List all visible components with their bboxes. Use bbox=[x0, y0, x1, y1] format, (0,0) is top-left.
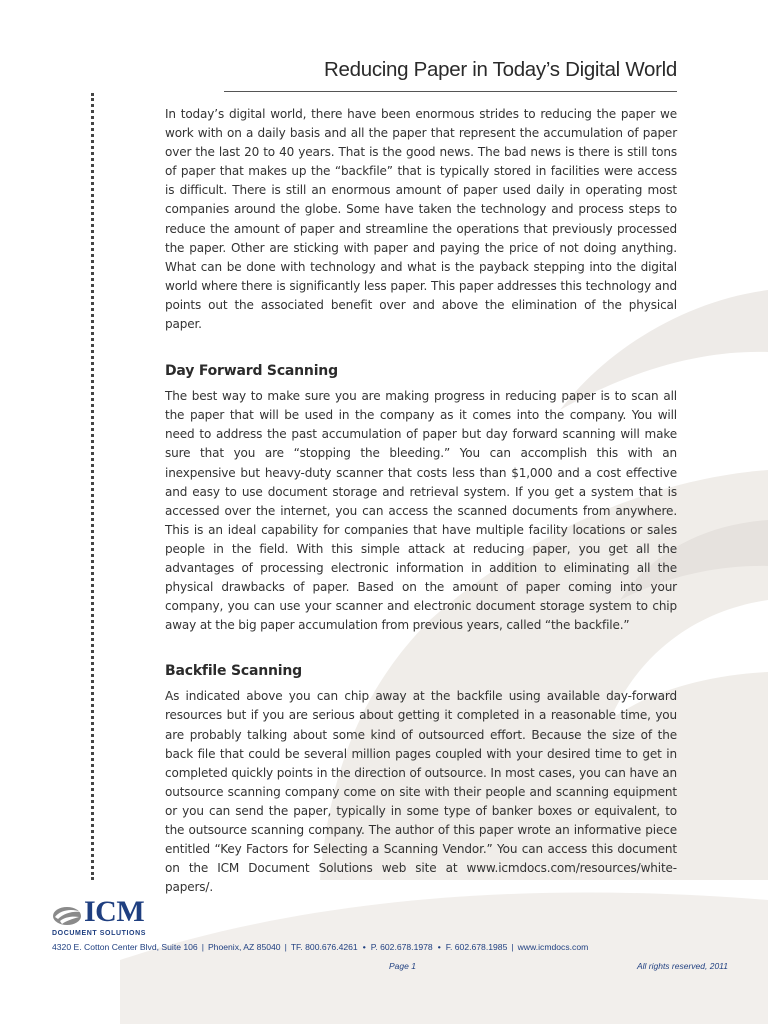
footer-fax: F. 602.678.1985 bbox=[445, 942, 508, 952]
icm-logo bbox=[52, 895, 162, 941]
footer-tollfree: TF. 800.676.4261 bbox=[290, 942, 358, 952]
copyright-notice: All rights reserved, 2011 bbox=[636, 961, 728, 971]
footer-website-link[interactable]: www.icmdocs.com bbox=[517, 942, 589, 952]
section-paragraph-backfile: As indicated above you can chip away at the backfile using available day-forward resources but if you are serious about getting it completed in a reasonable time, you are probably talking about some kind of outsourced effort. Because the size of the back file that could be several million pages coupled with your desired time to get in completed quickly points in the direction of outsource. In most cases, you can have an outsource scanning company come on site with their people and scanning equipment or you can send the paper, typically in some type of banker boxes or equivalent, to the outsource scanning company. The author of this paper wrote an informative piece entitled “Key Factors for Selecting a Scanning Vendor.” You can access this document on the ICM Document Solutions web site at www.icmdocs.com/resources/white-papers/. bbox=[165, 689, 677, 895]
article-body bbox=[165, 105, 677, 897]
section-heading-day-forward: Day Forward Scanning bbox=[165, 363, 338, 380]
section-heading-backfile: Backfile Scanning bbox=[165, 663, 302, 680]
page-number: Page 1 bbox=[389, 961, 416, 971]
footer-phone: P. 602.678.1978 bbox=[370, 942, 433, 952]
logo-subtitle: DOCUMENT SOLUTIONS bbox=[52, 930, 147, 937]
footer-city: Phoenix, AZ 85040 bbox=[207, 942, 281, 952]
section-paragraph-day-forward: The best way to make sure you are making progress in reducing paper is to scan all the paper that will be used in the company as it comes into the company. You will need to address the past accumulation of paper but day forward scanning will make sure that you are “stopping the bleeding.” You can accomplish this with an inexpensive but heavy-duty scanner that costs less than $1,000 and a cost effective and easy to use document storage and retrieval system. If you get a system that is accessed over the internet, you can access the scanned documents from anywhere. This is an ideal capability for companies that have multiple facility locations or sales people in the field. With this simple attack at reducing paper, you get all the advantages of processing electronic information in addition to eliminating all the physical drawbacks of paper. Based on the amount of paper coming into your company, you can use your scanner and electronic document storage system to chip away at the big paper accumulation from previous years, called “the backfile.” bbox=[165, 389, 677, 633]
icm-swoosh-icon bbox=[52, 903, 84, 927]
logo-wordmark: ICM bbox=[84, 895, 145, 928]
margin-dotted-rule bbox=[91, 93, 94, 880]
footer-contact-line: 4320 E. Cotton Center Blvd, Suite 106 | Phoenix, AZ 85040 | TF. 800.676.4261 • P. 602.678.1978 • F. 602.678.1985 | www.icmdocs.com bbox=[52, 942, 589, 952]
footer-address: 4320 E. Cotton Center Blvd, Suite 106 bbox=[52, 942, 198, 952]
title-underline bbox=[224, 91, 677, 92]
page-title: Reducing Paper in Today’s Digital World bbox=[324, 58, 677, 81]
intro-paragraph: In today’s digital world, there have been enormous strides to reducing the paper we work with on a daily basis and all the paper that represent the accumulation of paper over the last 20 to 40 years. That is the good news. The bad news is there is still tons of paper that makes up the “backfile” that is typically stored in facilities were access is difficult. There is still an enormous amount of paper used daily in operating most companies around the globe. Some have taken the technology and process steps to reduce the amount of paper and streamline the operations that previously processed the paper. Other are sticking with paper and paying the price of not doing anything. What can be done with technology and what is the payback stepping into the digital world where there is significantly less paper. This paper addresses this technology and points out the associated benefit over and above the elimination of the physical paper. bbox=[165, 107, 677, 332]
